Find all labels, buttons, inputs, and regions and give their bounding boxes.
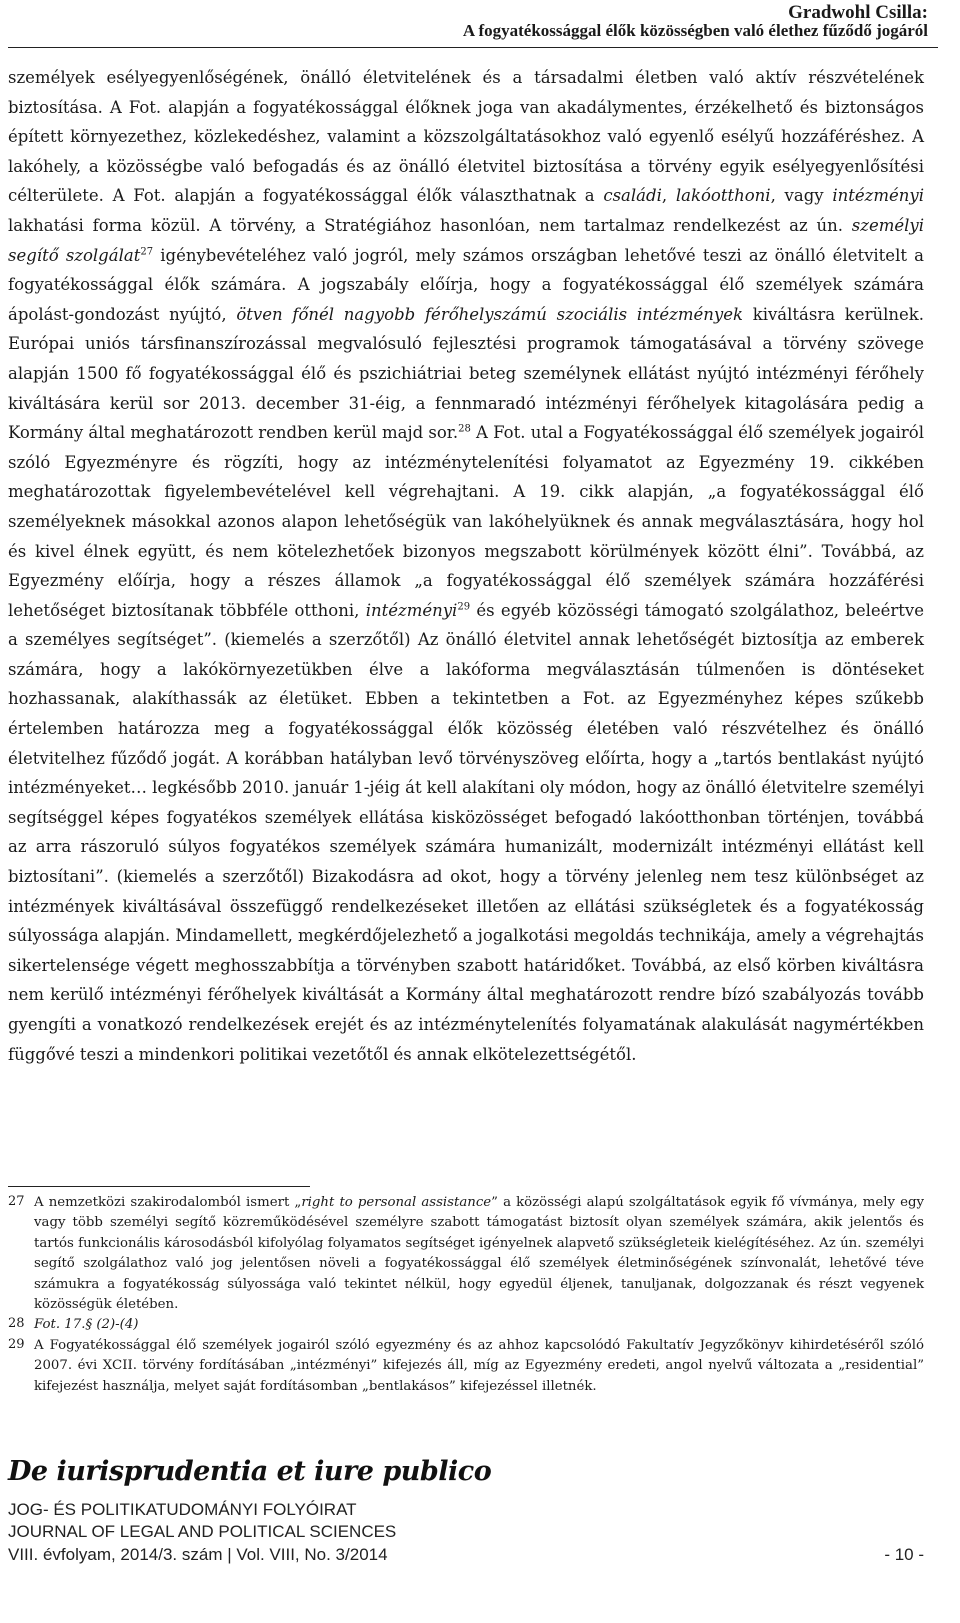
emphasis-large-institutions: ötven főnél nagyobb férőhelyszámú szociális intézmények <box>236 304 743 324</box>
body-segment: , <box>661 186 676 206</box>
running-header-title: A fogyatékossággal élők közösségben való élethez fűződő jogáról <box>462 21 928 40</box>
footnote-number: 28 <box>8 1316 25 1332</box>
footnotes <box>8 1193 924 1397</box>
footnote-segment: ” a közösségi alapú szolgáltatások egyik fő vívmánya, mely egy vagy több személyi segítő közreműködésével személyre szabott támogatást biztosít olyan személyek számára, akik jelentős és tartós funkcionális károsodásból kifolyólag folyamatos segítséget igényelnek alapvető szükségleteik kielégítéséhez. Az ún. személyi segítő szolgálathoz való jog jelentősen növeli a fogyatékossággal élő személyek életminőségének színvonalát, lehetővé téve számukra a fogyatékosság súlyossága való tekintet nélkül, hogy egyedül éljenek, tanuljanak, dolgozzanak és részt vegyenek közösségük életében. <box>34 1195 924 1313</box>
emphasis-personal-assistance: személyi segítő szolgálat <box>8 215 924 265</box>
body-text <box>8 63 924 1069</box>
header-rule <box>8 47 938 48</box>
body-paragraph <box>8 63 924 1069</box>
footnote-ref-27[interactable]: 27 <box>140 246 154 258</box>
footnote-number: 27 <box>8 1194 25 1209</box>
journal-name-hu: JOG- ÉS POLITIKATUDOMÁNYI FOLYÓIRAT <box>8 1500 357 1519</box>
body-segment: igénybevételéhez való jogról, mely számos országban lehetővé teszi az önálló életvitelt a fogyatékossággal élők számára. A jogszabály előírja, hogy a fogyatékossággal élő személyek számára ápolást-gondozást nyújtó, <box>8 245 924 324</box>
footnote-segment: A nemzetközi szakirodalomból ismert „ <box>34 1195 302 1210</box>
emphasis-family: családi <box>603 186 662 206</box>
body-segment: kiváltásra kerülnek. Európai uniós társfinanszírozással megvalósuló fejlesztési programok támogatásával a törvény szövege alapján 1500 fő fogyatékossággal élő és pszichiátriai beteg személynek ellátást nyújtó intézményi férőhely kiváltására kerül sor 2013. december 31-éig, a fennmaradó intézményi férőhelyek kitagolására pedig a Kormány által meghatározott rendben kerül majd sor. <box>8 304 925 443</box>
page-number: - 10 - <box>884 1545 924 1564</box>
journal-logo: De iurisprudentia et iure publico <box>8 1456 492 1487</box>
footnote-29 <box>8 1336 924 1397</box>
running-header-author: Gradwohl Csilla: <box>788 2 928 23</box>
emphasis-institutional: intézményi <box>832 186 924 206</box>
footnote-text: Fot. 17.§ (2)-(4) <box>34 1317 139 1333</box>
body-segment: A Fot. utal a Fogyatékossággal élő személyek jogairól szóló Egyezményre és rögzíti, hogy az intézménytelenítési folyamatot az Egyezmény 19. cikkében meghatározottak figyelembevételével kell végrehajtani. A 19. cikk alapján, „a fogyatékossággal élő személyeknek másokkal azonos alapon lehetőségük van lakóhelyüknek és annak megválasztására, hogy hol és kivel élnek együtt, és nem kötelezhetőek bizonyos megszabott körülmények között élni”. Továbbá, az Egyezmény előírja, hogy a részes államok „a fogyatékossággal élő személyek számára hozzáférési lehetőséget biztosítanak többféle otthoni, <box>8 423 924 620</box>
footnote-emphasis: right to personal assistance <box>301 1195 492 1210</box>
body-segment: lakhatási forma közül. A törvény, a Stratégiához hasonlóan, nem tartalmaz rendelkezést az ún. <box>8 215 852 235</box>
body-segment: , vagy <box>770 186 833 206</box>
footnote-rule <box>8 1186 310 1187</box>
footnote-ref-29[interactable]: 29 <box>457 601 471 613</box>
emphasis-institutional-2: intézményi <box>365 600 458 620</box>
body-segment: és egyéb közösségi támogató szolgálathoz, beleértve a személyes segítséget”. (kiemelés a szerzőtől) Az önálló életvitel annak lehetőségét biztosítja az emberek számára, hogy a lakókörnyezetükben élve a lakóforma megválasztásán túlmenően is döntéseket hozhassanak, alakíthassák az életüket. Ebben a tekintetben a Fot. az Egyezményhez képes szűkebb értelemben határozza meg a fogyatékossággal élők közösség életében való részvételhez és önálló életvitelhez fűződő jogát. A korábban hatályban levő törvényszöveg előírta, hogy a „tartós bentlakást nyújtó intézményeket… legkésőbb 2010. január 1-jéig át kell alakítani oly módon, hogy az önálló életvitelre személyi segítséggel képes fogyatékos személyek ellátása kisközösséget befogadó lakóotthonban történjen, továbbá az arra rászoruló súlyos fogyatékos személyek számára humanizált, modernizált intézményi ellátást kell biztosítani”. (kiemelés a szerzőtől) Bizakodásra ad okot, hogy a törvény jelenleg nem tesz különbséget az intézmények kiváltásával összefüggő rendelkezéseket illetően az ellátási szükségletek és a fogyatékosság súlyossága alapján. Mindamellett, megkérdőjelezhető a jogalkotási megoldás technikája, amely a végrehajtás sikertelensége végett meghosszabbítja a törvényben szabott határidőket. Továbbá, az első körben kiváltásra nem kerülő intézményi férőhelyek kiváltását a Kormány által meghatározott rendre bízó szabályozás tovább gyengíti a vonatkozó rendelkezések erejét és az intézménytelenítés folyamatának alakulását nagymértékben függővé teszi a mindenkori politikai vezetőtől és annak elkötelezettségétől. <box>8 600 924 1064</box>
journal-issue: VIII. évfolyam, 2014/3. szám | Vol. VIII, No. 3/2014 <box>8 1545 388 1564</box>
footnote-text <box>34 1193 924 1315</box>
body-segment: személyek esélyegyenlőségének, önálló életvitelének és a társadalmi életben való aktív részvételének biztosítása. A Fot. alapján a fogyatékossággal élőknek joga van akadálymentes, érzékelhető és biztonságos épített környezethez, közlekedéshez, valamint a közszolgáltatásokhoz való egyenlő esélyű hozzáféréshez. A lakóhely, a közösségbe való befogadás és az önálló életvitel biztosítása a törvény egyik esélyegyenlősítési célterülete. A Fot. alapján a fogyatékossággal élők választhatnak a <box>8 68 924 206</box>
journal-name-en: JOURNAL OF LEGAL AND POLITICAL SCIENCES <box>8 1522 397 1541</box>
footnote-28 <box>8 1315 924 1335</box>
emphasis-group-home: lakóotthoni <box>675 186 771 206</box>
footnote-text: A Fogyatékossággal élő személyek jogairól szóló egyezmény és az ahhoz kapcsolódó Fakultatív Jegyzőkönyv kihirdetéséről szóló 2007. évi XCII. törvény fordításában „intézményi” kifejezés áll, míg az Egyezmény eredeti, angol nyelvű változata a „residential” kifejezést használja, melyet saját fordításomban „bentlakásos” kifejezéssel illetnék. <box>34 1337 924 1394</box>
footnote-27 <box>8 1193 924 1315</box>
footnote-ref-28[interactable]: 28 <box>458 423 471 435</box>
footnote-number: 29 <box>8 1336 25 1352</box>
